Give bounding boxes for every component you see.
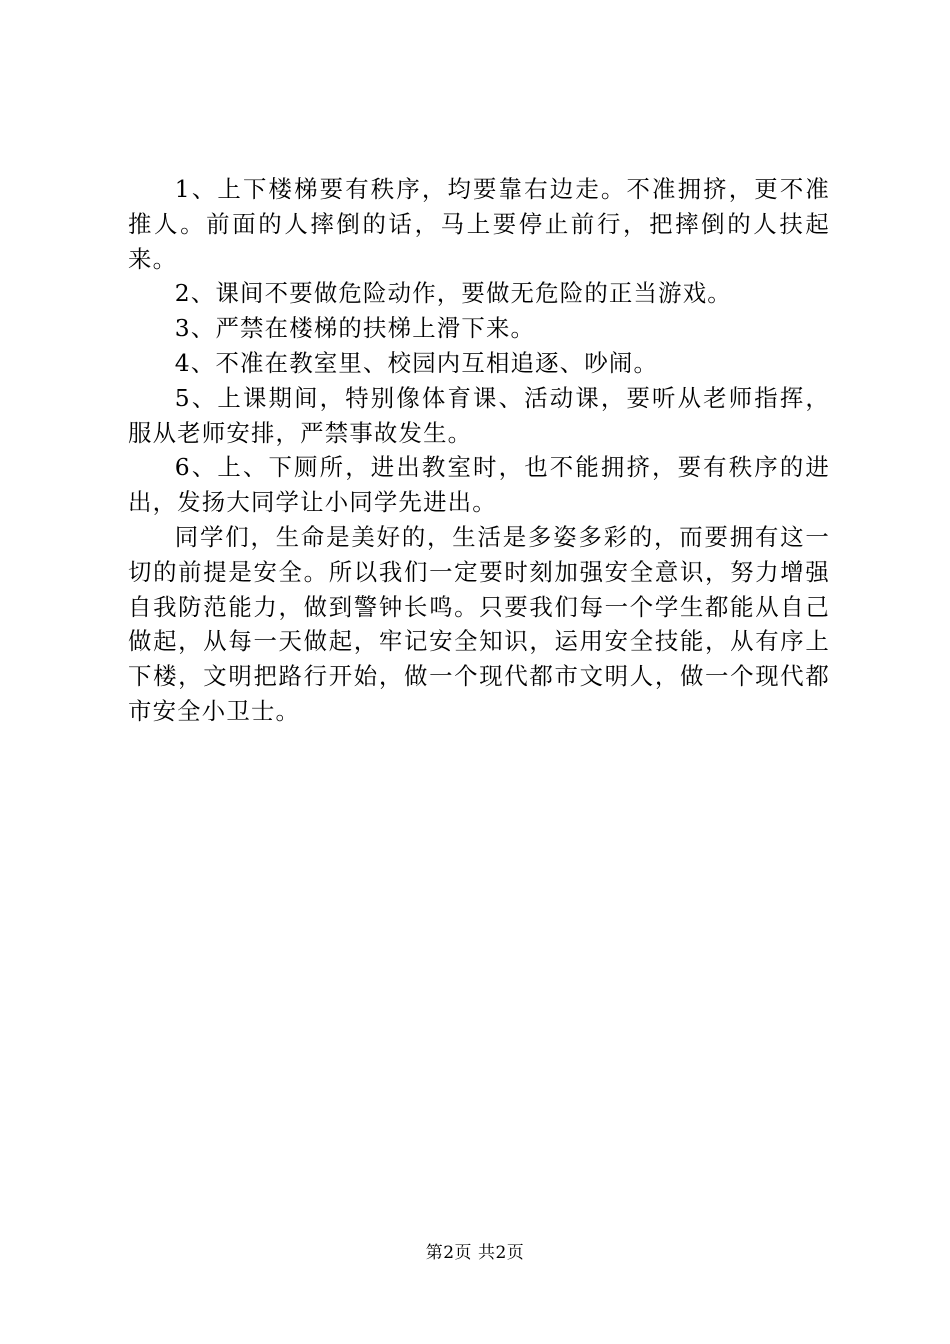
rule-6-paragraph: 6、上、下厕所，进出教室时，也不能拥挤，要有秩序的进出，发扬大同学让小同学先进出。 <box>128 453 830 517</box>
closing-paragraph: 同学们，生命是美好的，生活是多姿多彩的，而要拥有这一切的前提是安全。所以我们一定要时刻加强安全意识，努力增强自我防范能力，做到警钟长鸣。只要我们每一个学生都能从自己做起，从每一天做起，牢记安全知识，运用安全技能，从有序上下楼，文明把路行开始，做一个现代都市文明人，做一个现代都市安全小卫士。 <box>128 522 830 725</box>
rule-2-paragraph: 2、课间不要做危险动作，要做无危险的正当游戏。 <box>174 279 732 308</box>
rule-1-paragraph: 1、上下楼梯要有秩序，均要靠右边走。不准拥挤，更不准推人。前面的人摔倒的话，马上要停止前行，把摔倒的人扶起来。 <box>128 175 830 273</box>
rule-5-paragraph: 5、上课期间，特别像体育课、活动课，要听从老师指挥，服从老师安排，严禁事故发生。 <box>128 383 830 447</box>
document-body <box>128 172 830 729</box>
page-number-footer: 第2页 共2页 <box>425 1243 525 1263</box>
rule-4-paragraph: 4、不准在教室里、校园内互相追逐、吵闹。 <box>174 348 659 377</box>
rule-3-paragraph: 3、严禁在楼梯的扶梯上滑下来。 <box>174 314 536 343</box>
